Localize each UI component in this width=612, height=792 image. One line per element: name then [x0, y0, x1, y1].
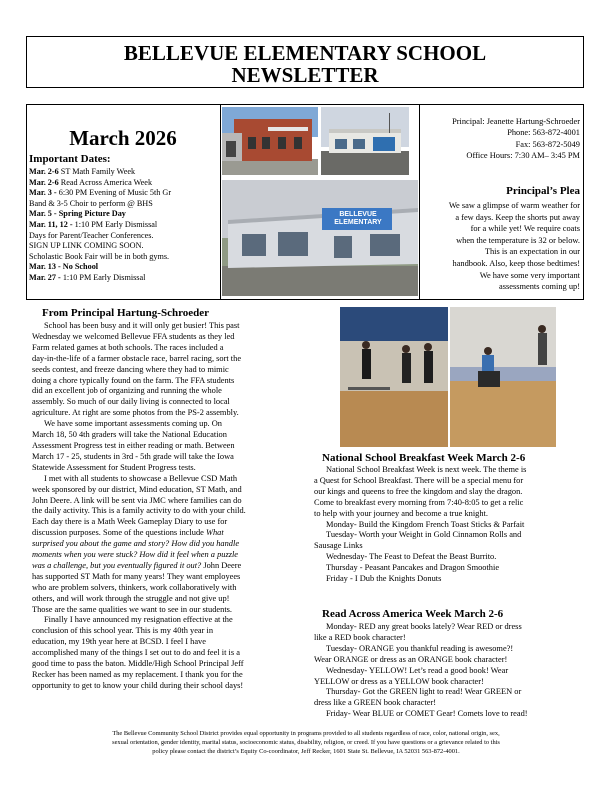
text-line: conclusion of this school year. This is my 40th year in [32, 626, 214, 636]
text-line: March 17 - 25, students in 3rd - 5th grade will take the Iowa [32, 451, 234, 461]
school-building-photo-2 [321, 107, 409, 175]
text-line: surprised you about the game and story? How did you handle [32, 539, 240, 549]
text-line: to help with your journey and become a true knight. [314, 508, 488, 518]
text-line: dress like a GREEN book character! [314, 698, 437, 708]
plea-line: We saw a glimpse of warm weather for [448, 201, 580, 210]
read-across-america-heading: Read Across America Week March 2-6 [322, 608, 504, 620]
text-line: I met with all students to showcase a Bellevue CSD Math [44, 473, 238, 483]
text-line: was a challenge, but you eventually figured it out? John Deere [32, 560, 242, 570]
text-line: a Quest for School Breakfast. There will be a special menu for [314, 475, 524, 485]
plea-line: a few days. Keep the shorts put away [455, 212, 580, 222]
text-line: Thursday - Peasant Pancakes and Dragon Smoothie [326, 563, 500, 573]
text-line: YELLOW or dress as a YELLOW book character! [314, 676, 484, 686]
school-name: BELLEVUE ELEMENTARY SCHOOL [123, 41, 487, 65]
text-line: agriculture. At right are some photos from the PS-2 assembly. [32, 408, 239, 418]
date-item: Band & 3-5 Choir to perform @ BHS [29, 198, 153, 208]
text-line: the daily activity. This is a family activity to do with your child. [32, 506, 246, 516]
principal-name: Principal: Jeanette Hartung-Schroeder [452, 117, 580, 126]
date-item: Mar. 11, 12 - 1:10 PM Early Dismissal [29, 219, 158, 229]
text-line: Farm related games at both schools. The races included a [32, 342, 224, 352]
text-line: School has been busy and it will only get busier! This past [44, 321, 240, 330]
text-line: week sponsored by our district, Mind education, ST Math, and [32, 484, 242, 494]
text-line: has supported ST Math for many years! They want employees [32, 571, 241, 581]
text-line: accomplished many of the things I set out to do and feel it is a [32, 648, 240, 658]
text-line: Wear ORANGE or dress as an ORANGE book character! [314, 654, 508, 664]
breakfast-week-heading: National School Breakfast Week March 2-6 [322, 452, 526, 464]
fax-number: Fax: 563-872-5049 [515, 139, 580, 149]
building-sign: BELLEVUE ELEMENTARY [334, 211, 382, 226]
date-item: Scholastic Book Fair will be in both gyms. [29, 251, 170, 261]
text-line: National School Breakfast Week is next week. The theme is [326, 465, 527, 474]
month-title: March 2026 [69, 126, 177, 150]
text-line: Tuesday- ORANGE you thankful reading is awesome?! [326, 643, 514, 653]
nondiscrimination-footer [28, 729, 584, 756]
newsletter-label: NEWSLETTER [231, 63, 379, 87]
plea-line: This is an expectation in our [484, 247, 580, 257]
text-line: March 18, 50 4th graders will take the National Education [32, 430, 227, 440]
date-item: Mar. 5 - Spring Picture Day [29, 209, 126, 219]
principals-plea-text [424, 200, 580, 293]
text-line: Wednesday- The Feast to Defeat the Beast Burrito. [326, 552, 497, 562]
text-line: who are problem solvers, thinkers, work collaboratively with [32, 582, 237, 592]
text-line: education, my 19th year here at BCSD. I feel I have [32, 637, 206, 647]
text-line: Each day there is a Math Week Gameplay Diary to use for [32, 517, 228, 527]
text-line: Thursday- Got the GREEN light to read! Wear GREEN or [326, 687, 522, 697]
text-line: Statewide Assessment for Student Progress tests. [32, 462, 196, 472]
text-line: Friday - I Dub the Knights Donuts [326, 574, 442, 584]
text-line: opportunity to get to know your child during their school days! [32, 680, 244, 690]
date-item: Mar. 2-6 ST Math Family Week [29, 167, 136, 176]
ffa-assembly-photo-1 [340, 307, 448, 447]
text-line: Recker has been named as my replacement. I thank you for the [32, 670, 243, 679]
text-line: our kings and queens to free the kingdom and slay the dragon. [314, 486, 523, 496]
date-item: Mar. 2-6 Read Across America Week [29, 177, 153, 187]
text-line: like a RED book character! [314, 632, 406, 642]
text-line: Come to breakfast every morning from 7:40-8:05 to get a relic [314, 497, 524, 507]
date-item: Days for Parent/Teacher Conferences. [29, 230, 154, 240]
text-line: seeds contest, and freeze dancing where they had to mimic [32, 364, 229, 374]
date-item: Mar. 13 - No School [29, 262, 99, 272]
school-building-photo-1 [222, 107, 318, 175]
date-item: SIGN UP LINK COMING SOON. [29, 241, 144, 251]
read-across-america-body [314, 622, 584, 720]
footer-line: sexual orientation, gender identity, marital status, socioeconomic status, disability, religion, or creed. If you have questions or a grievance related to this [112, 739, 500, 746]
text-line: Finally I have announced my resignation effective at the [44, 615, 233, 625]
ffa-assembly-photo-2 [450, 307, 556, 447]
text-line: good time to pass the baton. Middle/High School Principal Jeff [32, 659, 244, 669]
principals-plea-heading: Principal’s Plea [506, 185, 580, 197]
breakfast-week-body [314, 465, 584, 585]
plea-line: We have some very important [479, 270, 580, 280]
text-line: Sausage Links [314, 541, 363, 551]
text-line: moments when you were stuck? How did it feel when a puzzle [32, 550, 239, 560]
phone-number: Phone: 563-872-4001 [507, 128, 580, 138]
school-building-photo-main [222, 180, 418, 296]
principal-contact [424, 116, 580, 162]
text-line: Friday- Wear BLUE or COMET Gear! Comets love to read! [326, 709, 528, 719]
text-line: Tuesday- Worth your Weight in Gold Cinnamon Rolls and [326, 530, 522, 540]
footer-line: policy please contact the district’s Equity Co-coordinator, Jeff Recker, 1601 State St. Bellevue, IA 52031 563-872-4001. [152, 748, 460, 755]
text-line: We have some important assessments coming up. On [44, 419, 222, 429]
plea-line: handbook. Also, keep those bedtimes! [452, 258, 580, 268]
principal-article-heading: From Principal Hartung-Schroeder [42, 307, 210, 319]
text-line: doing a chore typically found on the farm. The FFA students [32, 375, 235, 385]
text-line: assembly. So much of our daily living is connected to local [32, 397, 230, 407]
text-line: Monday- Build the Kingdom French Toast Sticks & Parfait [326, 519, 525, 529]
office-hours: Office Hours: 7:30 AM– 3:45 PM [466, 151, 580, 161]
important-dates-list [29, 167, 229, 284]
text-line: John Deere. A link will be sent via JMC where families can do [32, 495, 242, 505]
date-item: Mar. 3 - 6:30 PM Evening of Music 5th Gr [29, 188, 172, 198]
plea-line: for a while yet! We require coats [470, 224, 580, 234]
plea-line: when the temperature is 32 or below. [456, 235, 580, 245]
principal-article-body [32, 321, 328, 692]
text-line: did an excellent job of organizing and running the whole [32, 386, 222, 396]
text-line: Those are the same qualities we want to see in our students. [32, 604, 233, 614]
text-line: others, and will work through the struggle and not give up! [32, 593, 230, 603]
date-item: Mar. 27 - 1:10 PM Early Dismissal [29, 272, 146, 282]
important-dates-heading: Important Dates: [29, 153, 111, 165]
text-line: Monday- RED any great books lately? Wear RED or dress [326, 622, 522, 631]
text-line: Wednesday- YELLOW! Let’s read a good book! Wear [326, 665, 509, 675]
text-line: Assessment Progress test in either reading or math. Between [32, 440, 235, 450]
text-line: Wednesday we welcomed Bellevue FFA students as they led [32, 331, 235, 341]
footer-line: The Bellevue Community School District provides equal opportunity in programs provided to all students regardless of race, color, national origin, sex, [112, 730, 500, 737]
plea-line: assessments coming up! [499, 282, 580, 292]
text-line: discussion purposes. Some of the questions include What [32, 528, 224, 538]
text-line: day-in-the-life of a farmer obstacle race, barrel racing, sort the [32, 353, 242, 363]
newsletter-title-box [26, 36, 584, 88]
